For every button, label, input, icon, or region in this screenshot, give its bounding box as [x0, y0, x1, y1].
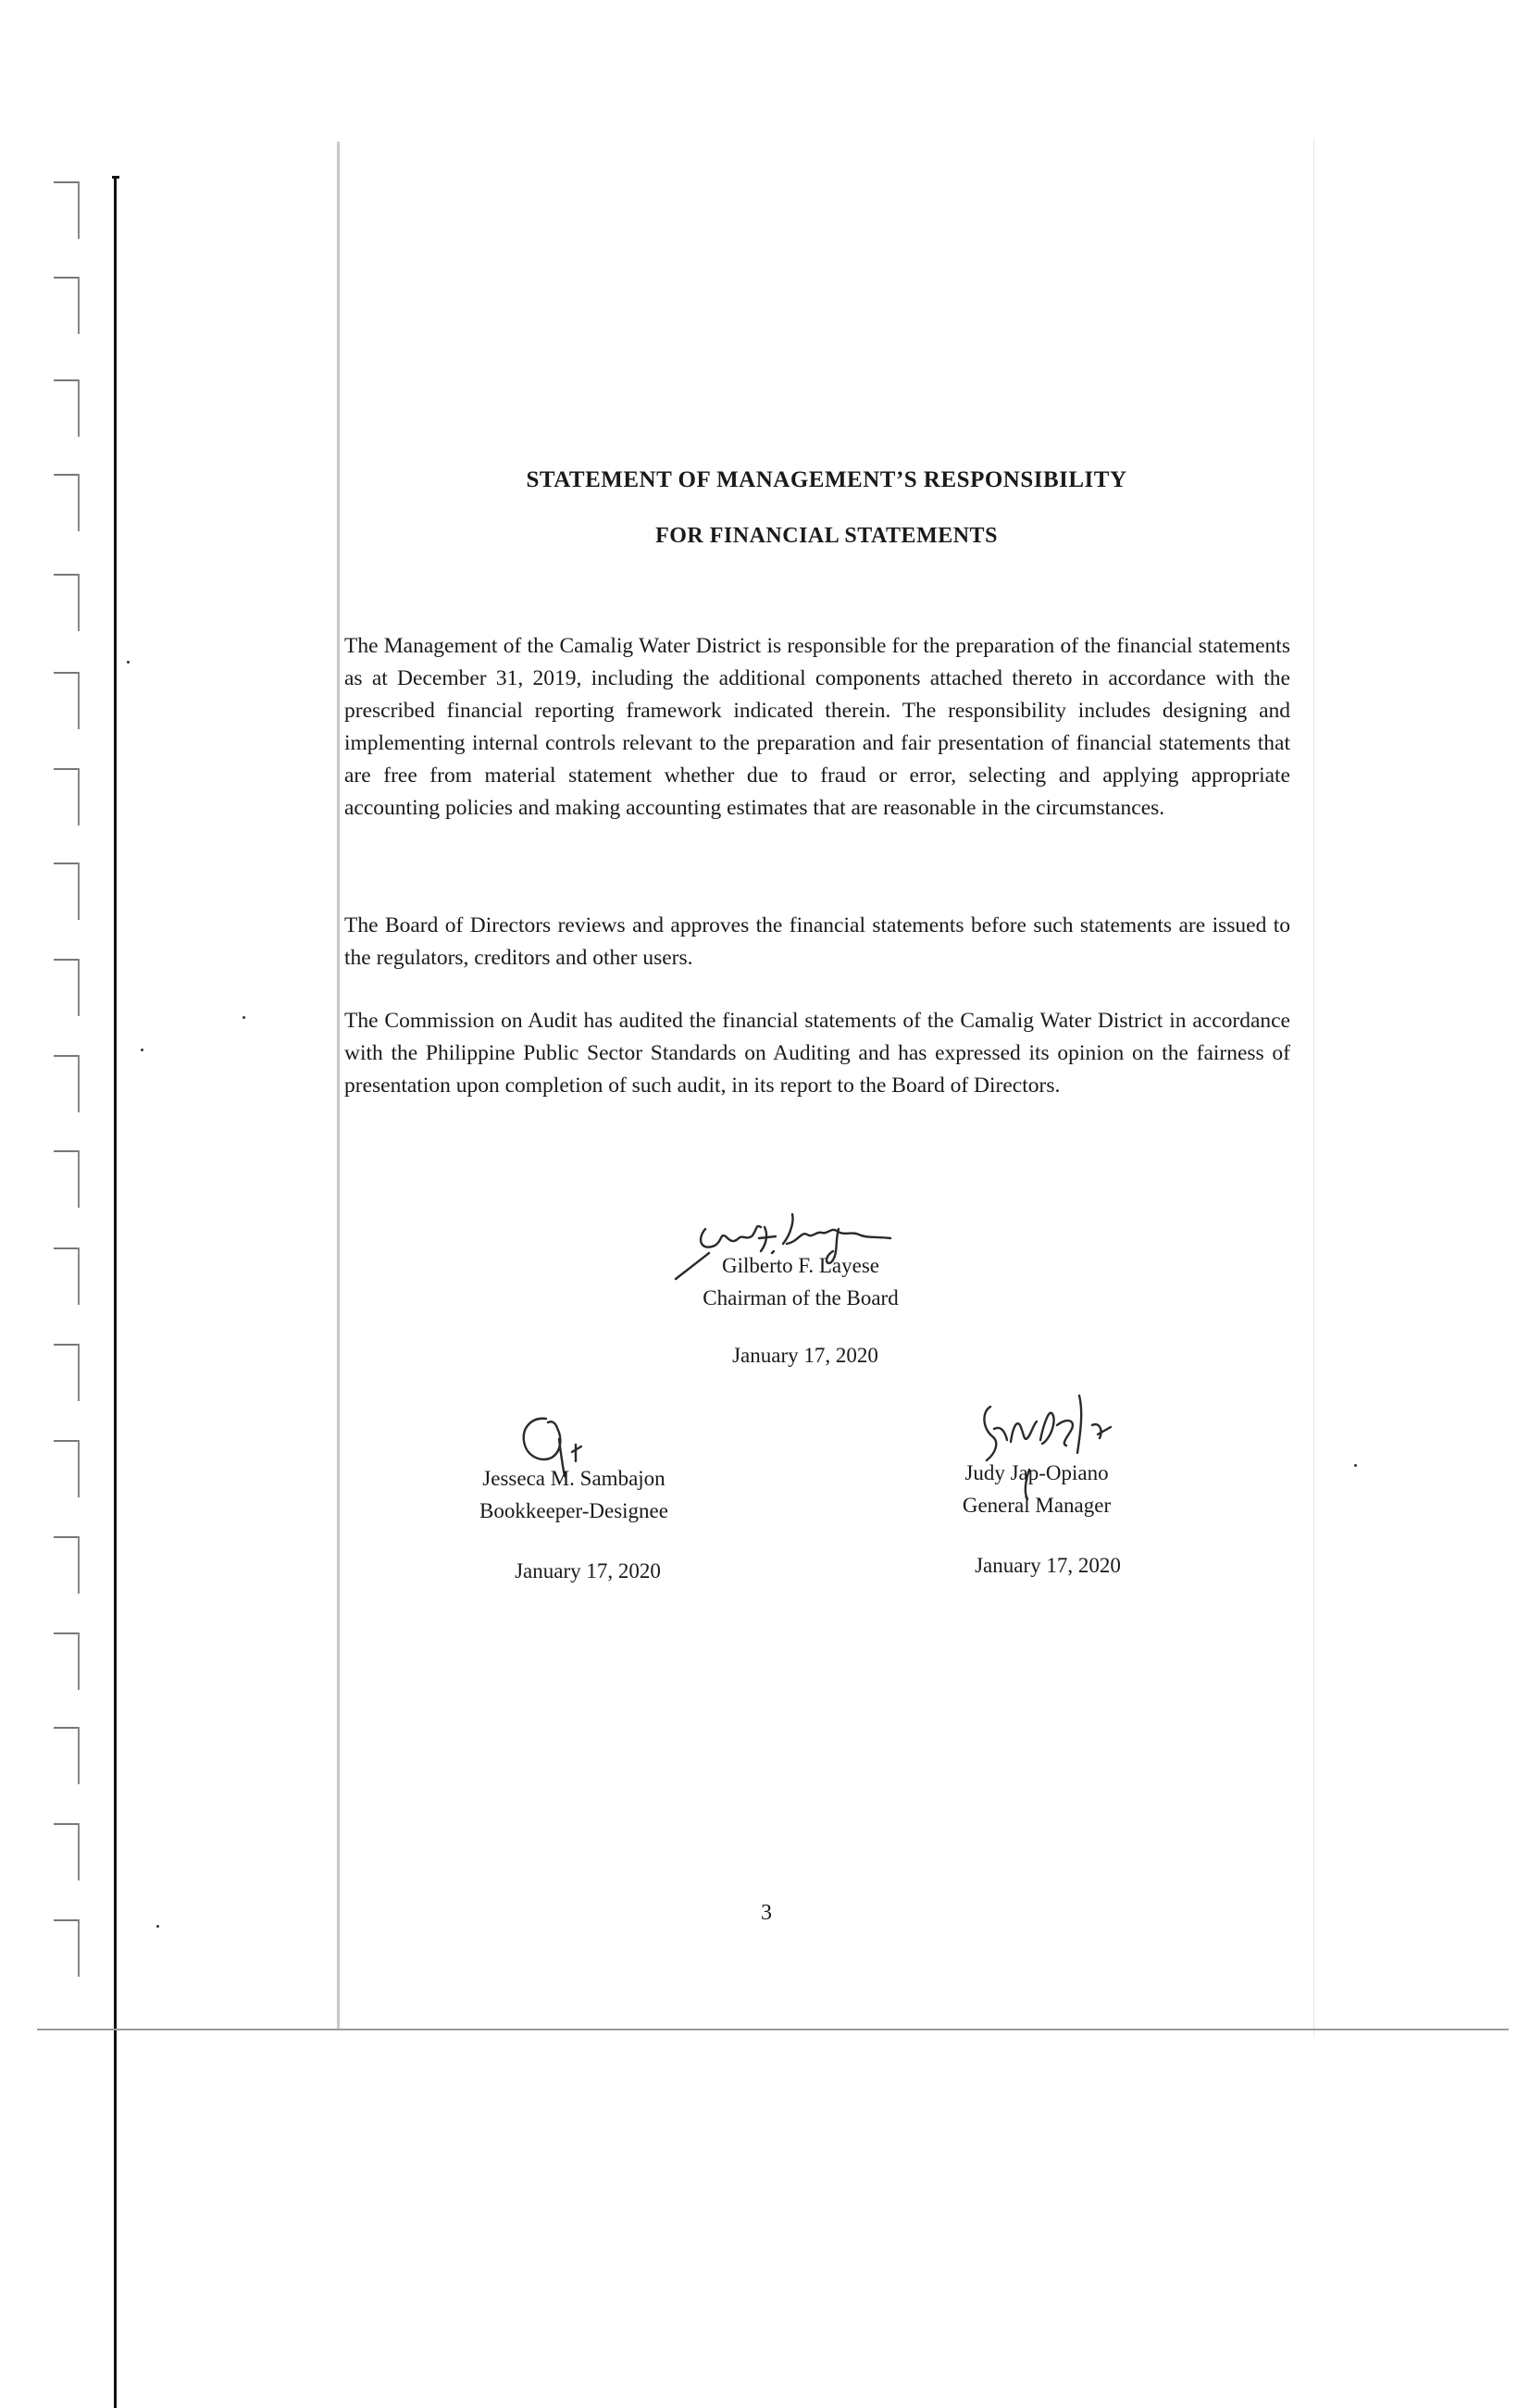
- binder-mark: [54, 1823, 80, 1880]
- chairman-name: Gilberto F. Layese: [722, 1254, 879, 1277]
- binder-mark: [54, 1919, 80, 1977]
- binder-mark: [54, 574, 80, 631]
- binder-mark: [54, 1536, 80, 1594]
- binder-mark: [54, 379, 80, 437]
- bottom-rule: [37, 2029, 1509, 2030]
- manager-name: Judy Jap-Opiano: [964, 1461, 1109, 1484]
- paragraph-coa: The Commission on Audit has audited the financial statements of the Camalig Water District in accordance with the Philippine Public Sector Standards on Auditing and has expressed its opinion on the fairness of presentation upon completion of such audit, in its report to the Board of Directors.: [344, 1009, 1290, 1098]
- page-number: 3: [761, 1901, 772, 1925]
- right-margin-rule: [1313, 139, 1314, 2036]
- binder-mark: [54, 1247, 80, 1305]
- manager-title: General Manager: [962, 1494, 1112, 1517]
- binder-mark: [54, 1727, 80, 1784]
- binder-mark: [54, 1440, 80, 1497]
- left-margin-rule: [337, 142, 340, 2029]
- binder-mark: [54, 277, 80, 334]
- binder-mark: [54, 1150, 80, 1208]
- bookkeeper-date: January 17, 2020: [515, 1559, 661, 1583]
- binder-mark: [54, 1055, 80, 1112]
- scan-speck: [243, 1016, 245, 1019]
- binder-mark: [54, 181, 80, 239]
- bookkeeper-name: Jesseca M. Sambajon: [482, 1467, 665, 1490]
- binder-mark: [54, 1632, 80, 1690]
- binder-mark: [54, 1344, 80, 1401]
- binder-line: [114, 178, 117, 2408]
- chairman-date: January 17, 2020: [732, 1344, 878, 1367]
- scan-speck: [141, 1049, 143, 1051]
- paragraph-management: The Management of the Camalig Water District is responsible for the preparation of the financial statements as at December 31, 2019, including the additional components attached thereto in accordance with the prescribed financial reporting framework indicated therein. The responsibility includes designing and implementing internal controls relevant to the preparation and fair presentation of financial statements that are free from material statement whether due to fraud or error, selecting and applying appropriate accounting policies and making accounting estimates that are reasonable in the circumstances.: [344, 634, 1290, 820]
- binder-mark: [54, 959, 80, 1016]
- scan-speck: [1354, 1464, 1357, 1467]
- binder-mark: [54, 474, 80, 531]
- scan-speck: [127, 661, 130, 664]
- chairman-title: Chairman of the Board: [703, 1286, 899, 1310]
- binder-tick: [112, 176, 119, 179]
- bookkeeper-title: Bookkeeper-Designee: [479, 1499, 668, 1522]
- scan-speck: [156, 1925, 159, 1928]
- binder-mark: [54, 768, 80, 825]
- document-title: STATEMENT OF MANAGEMENT’S RESPONSIBILITY: [526, 467, 1127, 492]
- binder-mark: [54, 863, 80, 920]
- binder-mark: [54, 672, 80, 729]
- manager-date: January 17, 2020: [975, 1554, 1121, 1577]
- paragraph-board: The Board of Directors reviews and approves the financial statements before such statements are issued to the regulators, creditors and other users.: [344, 913, 1290, 970]
- document-subtitle: FOR FINANCIAL STATEMENTS: [655, 524, 998, 548]
